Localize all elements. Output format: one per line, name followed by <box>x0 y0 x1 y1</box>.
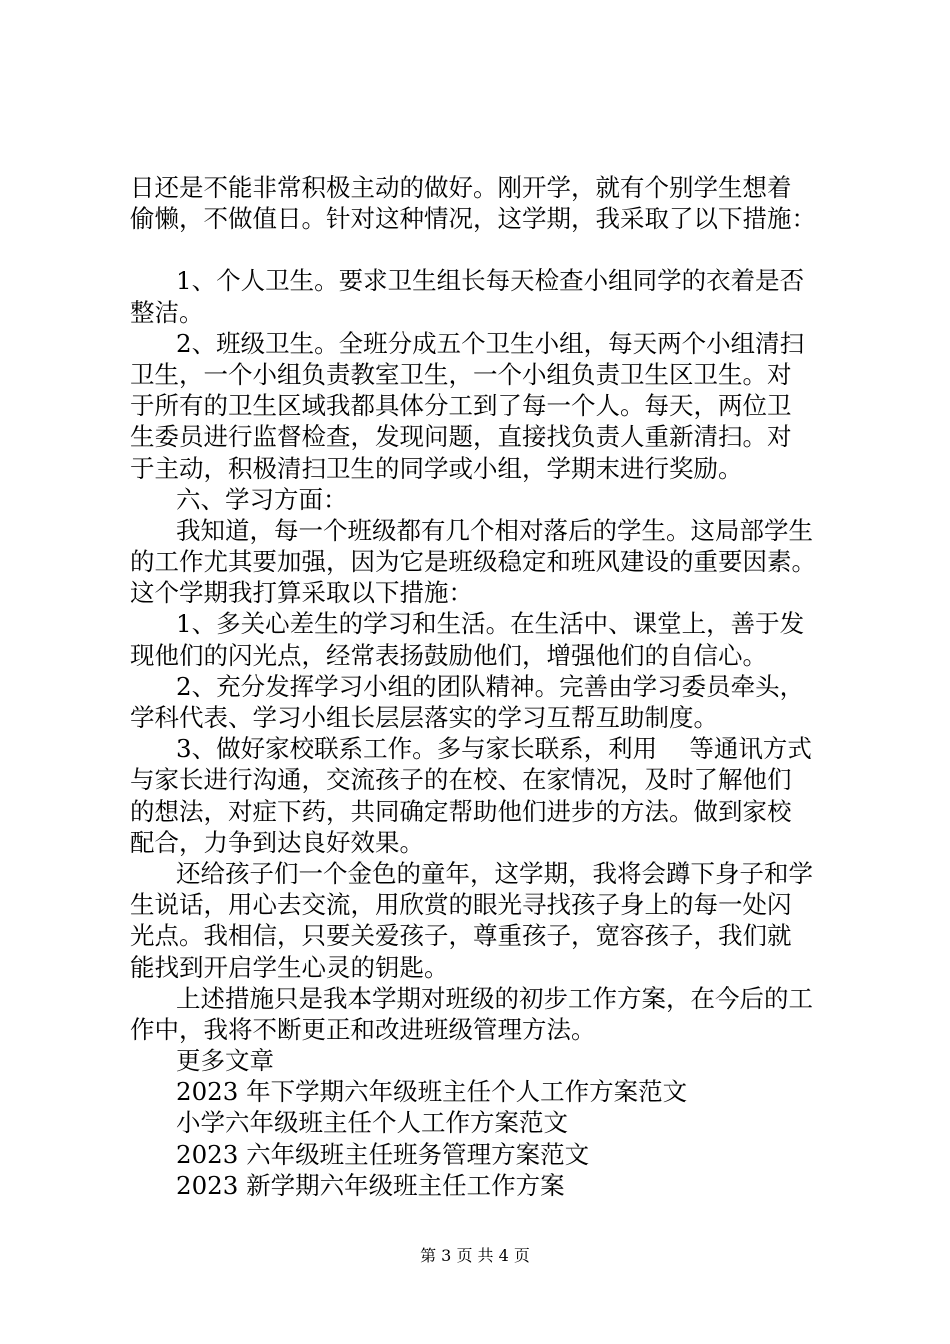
more-article-link[interactable]: 小学六年级班主任个人工作方案范文 <box>176 1108 568 1138</box>
paragraph-line: 的想法，对症下药，共同确定帮助他们进步的方法。做到家校 <box>130 796 792 826</box>
paragraph-line: 生委员进行监督检查，发现问题，直接找负责人重新清扫。对 <box>130 422 792 452</box>
paragraph-line: 于所有的卫生区域我都具体分工到了每一个人。每天，两位卫 <box>130 391 792 421</box>
paragraph-personal-hygiene <box>130 265 845 327</box>
paragraph-line: 1、个人卫生。要求卫生组长每天检查小组同学的衣着是否 <box>176 266 805 296</box>
paragraph-gap <box>130 234 845 265</box>
paragraph-line: 与家长进行沟通，交流孩子的在校、在家情况，及时了解他们 <box>130 765 792 795</box>
paragraph-line: 生说话，用心去交流，用欣赏的眼光寻找孩子身上的每一处闪 <box>130 890 792 920</box>
page-number-footer: 第 3 页 共 4 页 <box>420 1246 530 1265</box>
section-heading: 六、学习方面： <box>176 484 348 514</box>
paragraph-line: 这个学期我打算采取以下措施： <box>130 578 473 608</box>
section-heading-study <box>130 484 845 515</box>
more-articles-section <box>130 1045 845 1201</box>
paragraph-line: 上述措施只是我本学期对班级的初步工作方案，在今后的工 <box>176 983 813 1013</box>
document-body <box>130 172 845 1201</box>
paragraph-study-intro <box>130 515 845 609</box>
paragraph-line: 1、多关心差生的学习和生活。在生活中、课堂上，善于发 <box>176 609 805 639</box>
paragraph-golden-childhood <box>130 858 845 983</box>
paragraph-line: 还给孩子们一个金色的童年，这学期，我将会蹲下身子和学 <box>176 858 813 888</box>
intro-line: 偷懒，不做值日。针对这种情况，这学期，我采取了以下措施： <box>130 204 816 234</box>
paragraph-line: 现他们的闪光点，经常表扬鼓励他们，增强他们的自信心。 <box>130 640 767 670</box>
paragraph-line: 整洁。 <box>130 297 204 327</box>
paragraph-line: 2、班级卫生。全班分成五个卫生小组，每天两个小组清扫 <box>176 328 805 358</box>
more-articles-label: 更多文章 <box>176 1046 274 1076</box>
more-article-link[interactable]: 2023 新学期六年级班主任工作方案 <box>176 1170 565 1200</box>
paragraph-line: 能找到开启学生心灵的钥匙。 <box>130 952 449 982</box>
paragraph-line: 3、做好家校联系工作。多与家长联系，利用 等通讯方式 <box>176 734 812 764</box>
paragraph-home-school <box>130 733 845 858</box>
paragraph-line: 我知道，每一个班级都有几个相对落后的学生。这局部学生 <box>176 515 813 545</box>
paragraph-line: 的工作尤其要加强，因为它是班级稳定和班风建设的重要因素。 <box>130 547 816 577</box>
paragraph-study-groups <box>130 671 845 733</box>
intro-line: 日还是不能非常积极主动的做好。刚开学，就有个别学生想着 <box>130 173 792 202</box>
paragraph-conclusion <box>130 983 845 1045</box>
more-article-link[interactable]: 2023 年下学期六年级班主任个人工作方案范文 <box>176 1077 688 1107</box>
paragraph-line: 于主动，积极清扫卫生的同学或小组，学期末进行奖励。 <box>130 453 743 483</box>
paragraph-line: 作中，我将不断更正和改进班级管理方法。 <box>130 1014 596 1044</box>
paragraph-line: 卫生，一个小组负责教室卫生，一个小组负责卫生区卫生。对 <box>130 359 792 389</box>
more-article-link[interactable]: 2023 六年级班主任班务管理方案范文 <box>176 1139 590 1169</box>
paragraph-line: 2、充分发挥学习小组的团队精神。完善由学习委员牵头， <box>176 671 805 701</box>
paragraph-line: 光点。我相信，只要关爱孩子，尊重孩子，宽容孩子，我们就 <box>130 921 792 951</box>
paragraph-line: 学科代表、学习小组长层层落实的学习互帮互助制度。 <box>130 703 718 732</box>
paragraph-line: 配合，力争到达良好效果。 <box>130 827 424 857</box>
paragraph-care-students <box>130 608 845 670</box>
paragraph-class-hygiene <box>130 328 845 484</box>
